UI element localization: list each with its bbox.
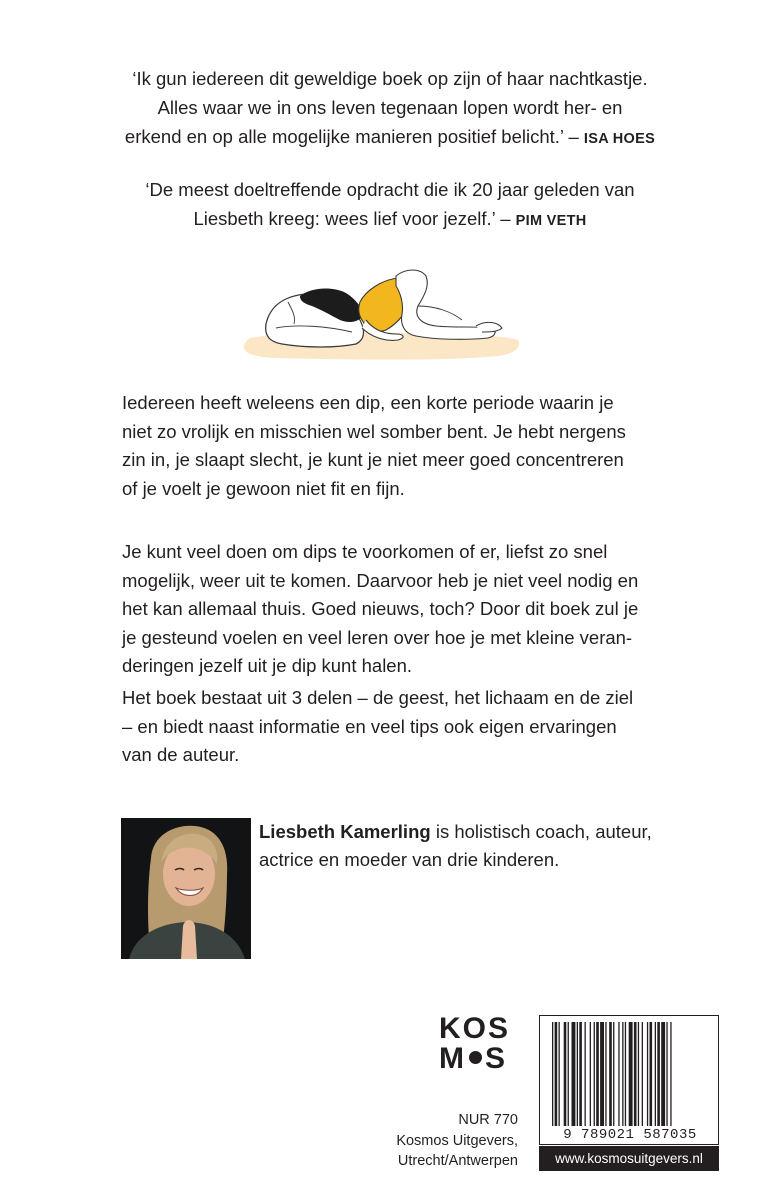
paragraph-line: deringen jezelf uit je dip kunt halen. bbox=[122, 655, 413, 676]
barcode-bar bbox=[634, 1022, 637, 1126]
logo-dot-icon bbox=[469, 1051, 482, 1064]
paragraph-line: zin in, je slaapt slecht, je kunt je niet meer goed concentreren bbox=[122, 449, 624, 470]
isbn-number: 9 789021 587035 bbox=[563, 1127, 697, 1143]
author-bio bbox=[259, 818, 719, 874]
paragraph-line: Iedereen heeft weleens een dip, een korte periode waarin je bbox=[122, 392, 614, 413]
body-paragraph-3 bbox=[122, 684, 682, 770]
kosmos-logo bbox=[439, 1014, 523, 1076]
paragraph-line: niet zo vrolijk en misschien wel somber bent. Je hebt nergens bbox=[122, 420, 626, 442]
quote-attribution: PIM VETH bbox=[515, 213, 587, 229]
barcode-bar bbox=[670, 1022, 671, 1126]
barcode-bar bbox=[629, 1022, 633, 1126]
barcode-bar bbox=[647, 1022, 648, 1126]
paragraph-line: – en biedt naast informatie en veel tips ook eigen ervaringen bbox=[122, 715, 617, 737]
imprint bbox=[396, 1110, 518, 1172]
barcode-bar bbox=[572, 1022, 576, 1126]
barcode-bar bbox=[613, 1022, 614, 1126]
publisher-city: Utrecht/Antwerpen bbox=[397, 1153, 518, 1169]
author-bio-line-2: actrice en moeder van drie kinderen. bbox=[259, 849, 560, 870]
paragraph-line: het kan allemaal thuis. Goed nieuws, toch? Door dit boek zul je bbox=[122, 598, 639, 619]
quote-line bbox=[0, 122, 780, 154]
logo-letter: S bbox=[485, 1042, 508, 1075]
quote-line-text: Liesbeth kreeg: wees lief voor jezelf.’ – bbox=[193, 208, 511, 229]
barcode-bar bbox=[600, 1022, 604, 1126]
barcode-bar bbox=[655, 1022, 656, 1126]
barcode-bar bbox=[666, 1022, 667, 1126]
barcode-bar bbox=[559, 1022, 560, 1126]
author-bio-text: is holistisch coach, auteur, bbox=[430, 821, 652, 842]
paragraph-line: Je kunt veel doen om dips te voorkomen of er, liefst zo snel bbox=[122, 541, 608, 562]
barcode bbox=[539, 1015, 719, 1145]
author-bio-line-1 bbox=[259, 818, 719, 846]
logo-letter: M bbox=[439, 1042, 466, 1075]
paragraph-line: mogelijk, weer uit te komen. Daarvoor heb je niet veel nodig en bbox=[122, 569, 639, 591]
barcode-bar bbox=[590, 1022, 591, 1126]
quote-line: ‘Ik gun iedereen dit geweldige boek op zijn of haar nachtkastje. bbox=[132, 68, 648, 89]
barcode-bar bbox=[638, 1022, 639, 1126]
body-paragraph-1 bbox=[122, 389, 682, 503]
barcode-bar bbox=[642, 1022, 643, 1126]
barcode-bar bbox=[657, 1022, 660, 1126]
barcode-bar bbox=[650, 1022, 653, 1126]
nur-code: NUR 770 bbox=[458, 1112, 518, 1128]
author-photo bbox=[121, 818, 251, 959]
quote-isa-hoes bbox=[0, 64, 780, 154]
barcode-bar bbox=[568, 1022, 569, 1126]
quote-line: ‘De meest doeltreffende opdracht die ik 20 jaar geleden van bbox=[145, 179, 635, 200]
author-name: Liesbeth Kamerling bbox=[259, 821, 431, 842]
body-paragraph-2 bbox=[122, 538, 682, 681]
paragraph-line: van de auteur. bbox=[122, 744, 240, 765]
barcode-bar bbox=[609, 1022, 612, 1126]
quote-attribution: ISA HOES bbox=[583, 131, 656, 147]
barcode-bar bbox=[555, 1022, 558, 1126]
barcode-bar bbox=[585, 1022, 586, 1126]
quote-line bbox=[0, 204, 780, 236]
barcode-bar bbox=[579, 1022, 582, 1126]
quote-line-text: erkend en op alle mogelijke manieren positief belicht.’ – bbox=[124, 126, 579, 147]
child-pose-illustration bbox=[236, 262, 526, 366]
quote-line: Alles waar we in ons leven tegenaan lopen wordt her- en bbox=[157, 97, 623, 118]
barcode-bar bbox=[577, 1022, 578, 1126]
barcode-bar bbox=[564, 1022, 567, 1126]
logo-row-1: KOS bbox=[439, 1012, 511, 1045]
publisher-website: www.kosmosuitgevers.nl bbox=[539, 1146, 719, 1171]
barcode-bar bbox=[552, 1022, 553, 1126]
publisher-name: Kosmos Uitgevers, bbox=[396, 1132, 518, 1149]
quote-pim-veth bbox=[0, 175, 780, 236]
paragraph-line: je gesteund voelen en veel leren over hoe je met kleine veran- bbox=[122, 626, 633, 648]
barcode-bar bbox=[618, 1022, 619, 1126]
barcode-bar bbox=[622, 1022, 623, 1126]
paragraph-line: Het boek bestaat uit 3 delen – de geest, het lichaam en de ziel bbox=[122, 687, 634, 708]
barcode-bar bbox=[594, 1022, 595, 1126]
barcode-bars bbox=[550, 1022, 710, 1128]
barcode-bar bbox=[661, 1022, 665, 1126]
barcode-bar bbox=[625, 1022, 626, 1126]
paragraph-line: of je voelt je gewoon niet fit en fijn. bbox=[122, 477, 405, 499]
logo-row-2 bbox=[439, 1044, 523, 1074]
barcode-bar bbox=[596, 1022, 599, 1126]
barcode-bar bbox=[605, 1022, 606, 1126]
